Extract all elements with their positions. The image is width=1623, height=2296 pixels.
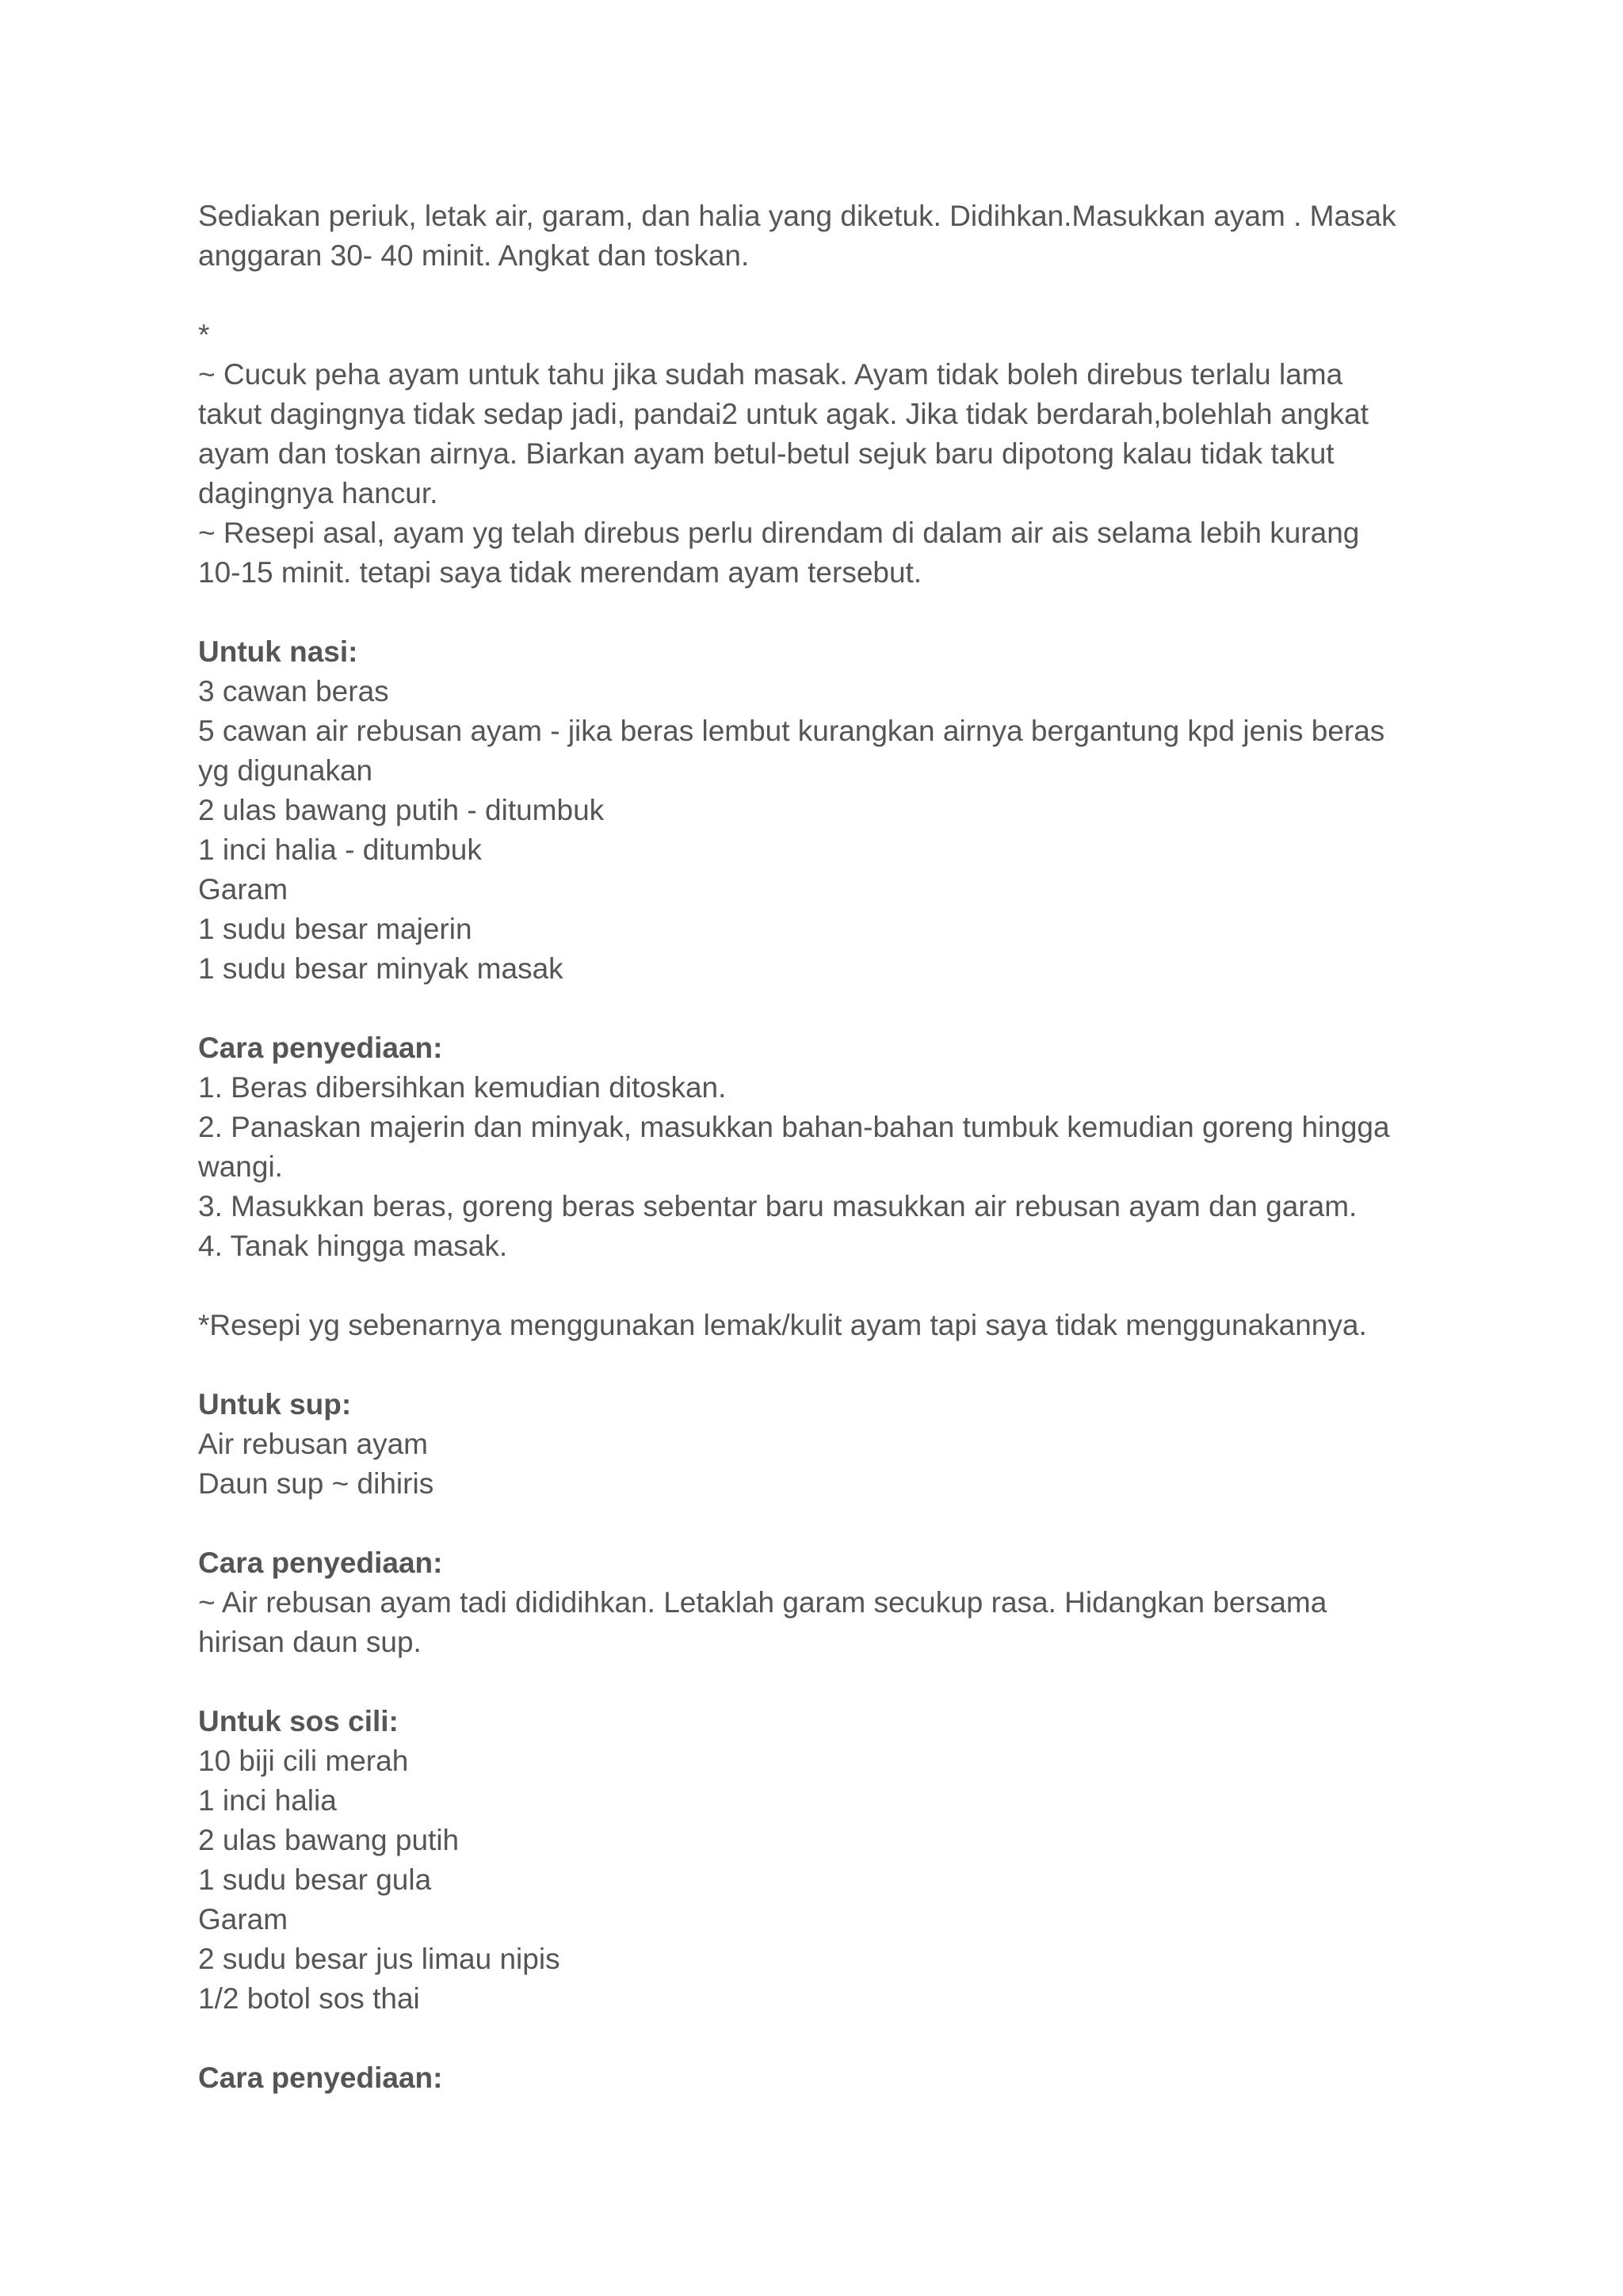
sup-heading: Untuk sup: bbox=[198, 1388, 352, 1421]
spacer bbox=[198, 276, 1450, 315]
ingredient-item: 5 cawan air rebusan ayam - jika beras lembut kurangkan airnya bergantung kpd jenis beras bbox=[198, 715, 1385, 747]
ingredient-item: 1 sudu besar minyak masak bbox=[198, 952, 563, 985]
ingredient-item: Garam bbox=[198, 1903, 288, 1936]
ingredient-item: 1 inci halia - ditumbuk bbox=[198, 833, 482, 866]
method-step: 3. Masukkan beras, goreng beras sebentar baru masukkan air rebusan ayam dan garam. bbox=[198, 1190, 1358, 1222]
method-step: 1. Beras dibersihkan kemudian ditoskan. bbox=[198, 1071, 727, 1104]
method-step: 2. Panaskan majerin dan minyak, masukkan bahan-bahan tumbuk kemudian goreng hingga bbox=[198, 1111, 1390, 1143]
spacer bbox=[198, 1662, 1450, 1702]
ingredient-item: Daun sup ~ dihiris bbox=[198, 1467, 434, 1500]
spacer bbox=[198, 1504, 1450, 1543]
ingredient-item: Garam bbox=[198, 873, 288, 906]
sos-method-heading: Cara penyediaan: bbox=[198, 2061, 443, 2094]
sos-heading: Untuk sos cili: bbox=[198, 1705, 399, 1737]
sup-ingredients-section bbox=[198, 1385, 1450, 1504]
method-step: ~ Air rebusan ayam tadi dididihkan. Letaklah garam secukup rasa. Hidangkan bersama bbox=[198, 1586, 1327, 1619]
ingredient-item: 10 biji cili merah bbox=[198, 1745, 409, 1777]
notes-line: ~ Cucuk peha ayam untuk tahu jika sudah masak. Ayam tidak boleh direbus terlalu lama bbox=[198, 358, 1343, 391]
ingredient-item: 1/2 botol sos thai bbox=[198, 1982, 420, 2015]
notes-line: 10-15 minit. tetapi saya tidak merendam ayam tersebut. bbox=[198, 556, 922, 589]
spacer bbox=[198, 1345, 1450, 1385]
spacer bbox=[198, 989, 1450, 1028]
spacer bbox=[198, 1266, 1450, 1306]
ingredient-item: 3 cawan beras bbox=[198, 675, 389, 707]
nasi-note: *Resepi yg sebenarnya menggunakan lemak/kulit ayam tapi saya tidak menggunakannya. bbox=[198, 1309, 1367, 1341]
notes-line: ayam dan toskan airnya. Biarkan ayam betul-betul sejuk baru dipotong kalau tidak takut bbox=[198, 437, 1335, 470]
intro-line: Sediakan periuk, letak air, garam, dan halia yang diketuk. Didihkan.Masukkan ayam . Masak bbox=[198, 200, 1396, 232]
ingredient-item: Air rebusan ayam bbox=[198, 1428, 428, 1460]
notes-section bbox=[198, 315, 1450, 593]
ingredient-item: 2 sudu besar jus limau nipis bbox=[198, 1943, 560, 1975]
intro-line: anggaran 30- 40 minit. Angkat dan toskan. bbox=[198, 239, 750, 272]
sup-method-heading: Cara penyediaan: bbox=[198, 1547, 443, 1579]
ingredient-item: 1 sudu besar majerin bbox=[198, 913, 472, 945]
nasi-method-heading: Cara penyediaan: bbox=[198, 1032, 443, 1064]
spacer bbox=[198, 2019, 1450, 2058]
sos-ingredients-section bbox=[198, 1702, 1450, 2019]
notes-marker: * bbox=[198, 318, 210, 351]
ingredient-item: 1 inci halia bbox=[198, 1784, 337, 1817]
notes-line: ~ Resepi asal, ayam yg telah direbus perlu direndam di dalam air ais selama lebih kurang bbox=[198, 517, 1360, 549]
intro-paragraph bbox=[198, 196, 1450, 276]
nasi-heading: Untuk nasi: bbox=[198, 635, 358, 668]
sup-method-section bbox=[198, 1543, 1450, 1662]
nasi-ingredients-section bbox=[198, 632, 1450, 989]
nasi-method-section bbox=[198, 1028, 1450, 1266]
method-step: 4. Tanak hingga masak. bbox=[198, 1230, 508, 1262]
notes-line: takut dagingnya tidak sedap jadi, pandai2 untuk agak. Jika tidak berdarah,bolehlah angkat bbox=[198, 398, 1369, 430]
ingredient-item: yg digunakan bbox=[198, 754, 373, 787]
method-step: hirisan daun sup. bbox=[198, 1626, 422, 1658]
method-step: wangi. bbox=[198, 1150, 283, 1183]
ingredient-item: 1 sudu besar gula bbox=[198, 1863, 432, 1896]
document-page bbox=[198, 196, 1450, 2098]
ingredient-item: 2 ulas bawang putih - ditumbuk bbox=[198, 794, 605, 826]
notes-line: dagingnya hancur. bbox=[198, 477, 438, 509]
ingredient-item: 2 ulas bawang putih bbox=[198, 1824, 460, 1856]
spacer bbox=[198, 593, 1450, 632]
